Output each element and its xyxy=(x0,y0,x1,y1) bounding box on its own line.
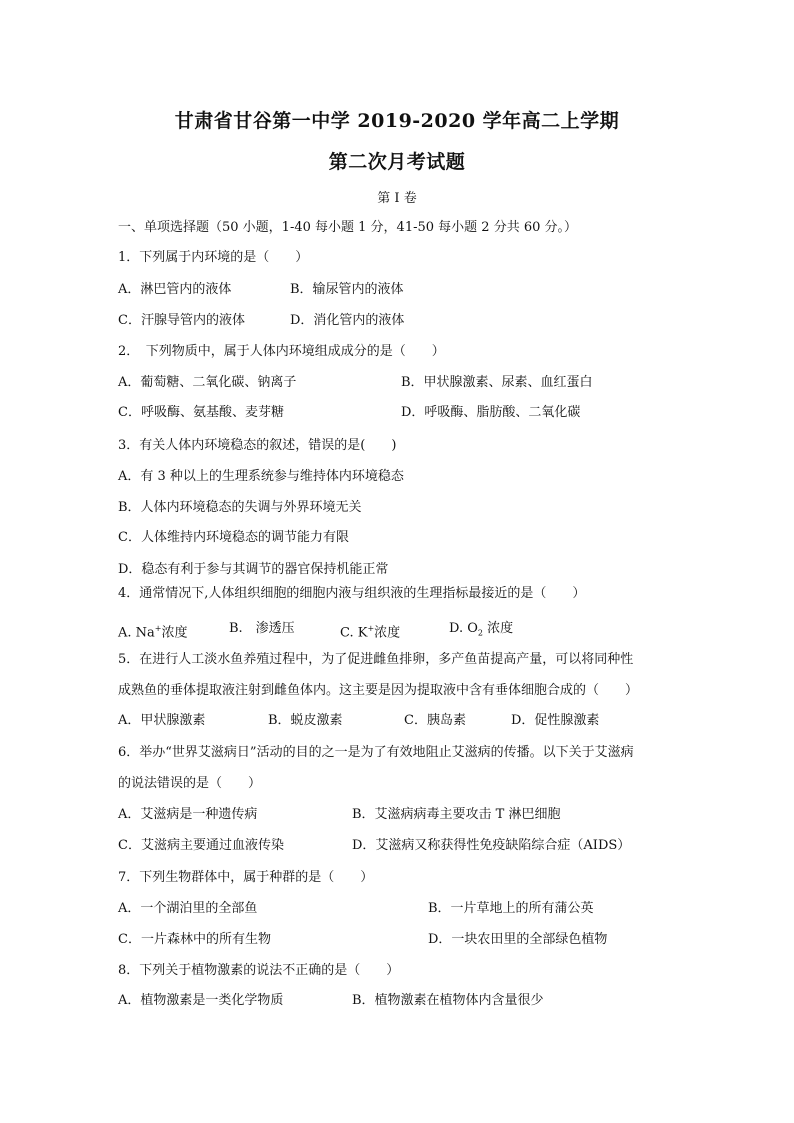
question-8-option-a: A．植物激素是一类化学物质 xyxy=(118,993,284,1008)
section-heading: 一、单项选择题（50 小题，1-40 每小题 1 分，41-50 每小题 2 分共 60 分。） xyxy=(118,220,577,235)
question-4-stem: 4．通常情况下,人体组织细胞的细胞内液与组织液的生理指标最接近的是（ ） xyxy=(118,586,586,601)
question-3-option-d: D．稳态有利于参与其调节的器官保持机能正常 xyxy=(118,562,389,577)
question-3-option-b: B．人体内环境稳态的失调与外界环境无关 xyxy=(118,500,362,515)
question-1-stem: 1．下列属于内环境的是（ ） xyxy=(118,250,309,265)
question-5-option-b: B．蜕皮激素 xyxy=(268,713,343,728)
question-7-option-b: B．一片草地上的所有蒲公英 xyxy=(428,901,594,916)
charge-superscript: + xyxy=(154,624,162,633)
option-d-text: D. O xyxy=(449,621,478,636)
question-5-option-a: A．甲状腺激素 xyxy=(118,713,206,728)
exam-title: 甘肃省甘谷第一中学 2019-2020 学年高二上学期 xyxy=(174,110,620,132)
question-5-option-c: C．胰岛素 xyxy=(404,713,466,728)
question-6-stem-line-1: 6．举办“世界艾滋病日”活动的目的之一是为了有效地阻止艾滋病的传播。以下关于艾滋病 xyxy=(118,745,634,760)
volume-label: 第 I 卷 xyxy=(377,191,417,206)
question-2-option-d: D．呼吸酶、脂肪酸、二氧化碳 xyxy=(401,405,581,420)
question-1-option-a: A．淋巴管内的液体 xyxy=(118,282,232,297)
question-7-option-d: D．一块农田里的全部绿色植物 xyxy=(428,932,608,947)
charge-superscript: + xyxy=(367,624,375,633)
question-2-option-c: C．呼吸酶、氨基酸、麦芽糖 xyxy=(118,405,284,420)
question-5-stem-line-1: 5．在进行人工淡水鱼养殖过程中，为了促进雌鱼排卵，多产鱼苗提高产量，可以将同种性 xyxy=(118,652,634,667)
question-8-option-b: B．植物激素在植物体内含量很少 xyxy=(352,993,544,1008)
question-4-option-a xyxy=(118,621,188,641)
question-4-option-c xyxy=(340,621,400,641)
question-1-option-b: B．输尿管内的液体 xyxy=(290,282,404,297)
exam-subtitle: 第二次月考试题 xyxy=(328,151,466,173)
question-3-stem: 3．有关人体内环境稳态的叙述，错误的是( ) xyxy=(118,438,397,453)
question-1-option-c: C．汗腺导管内的液体 xyxy=(118,313,245,328)
subscript: 2 xyxy=(477,628,483,638)
question-5-stem-line-2: 成熟鱼的垂体提取液注射到雌鱼体内。这主要是因为提取液中含有垂体细胞合成的（ ） xyxy=(118,683,639,698)
option-a-text: A. Na xyxy=(118,625,155,641)
question-5-option-d: D．促性腺激素 xyxy=(511,713,600,728)
question-1-option-d: D．消化管内的液体 xyxy=(290,313,405,328)
question-6-stem-line-2: 的说法错误的是（ ） xyxy=(118,776,262,791)
option-a-suffix: 浓度 xyxy=(161,625,188,641)
question-2-stem: 2． 下列物质中，属于人体内环境组成成分的是（ ） xyxy=(118,344,445,359)
question-7-option-a: A．一个湖泊里的全部鱼 xyxy=(118,901,258,916)
option-d-suffix: 浓度 xyxy=(482,621,514,636)
option-c-text: C. K xyxy=(340,625,368,641)
question-4-option-d xyxy=(449,621,513,642)
question-6-option-d: D．艾滋病又称获得性免疫缺陷综合症（AIDS） xyxy=(352,838,631,853)
question-6-option-b: B．艾滋病病毒主要攻击 T 淋巴细胞 xyxy=(352,807,561,822)
question-2-option-a: A．葡萄糖、二氧化碳、钠离子 xyxy=(118,375,297,390)
question-3-option-a: A．有 3 种以上的生理系统参与维持体内环境稳态 xyxy=(118,469,404,484)
option-c-suffix: 浓度 xyxy=(374,625,401,641)
question-7-stem: 7．下列生物群体中，属于种群的是（ ） xyxy=(118,870,374,885)
question-2-option-b: B．甲状腺激素、尿素、血红蛋白 xyxy=(401,375,593,390)
question-4-option-b: B. 渗透压 xyxy=(229,621,295,636)
question-6-option-c: C．艾滋病主要通过血液传染 xyxy=(118,838,284,853)
question-8-stem: 8．下列关于植物激素的说法不正确的是（ ） xyxy=(118,963,400,978)
question-6-option-a: A．艾滋病是一种遗传病 xyxy=(118,807,258,822)
question-7-option-c: C．一片森林中的所有生物 xyxy=(118,932,271,947)
question-3-option-c: C．人体维持内环境稳态的调节能力有限 xyxy=(118,530,349,545)
